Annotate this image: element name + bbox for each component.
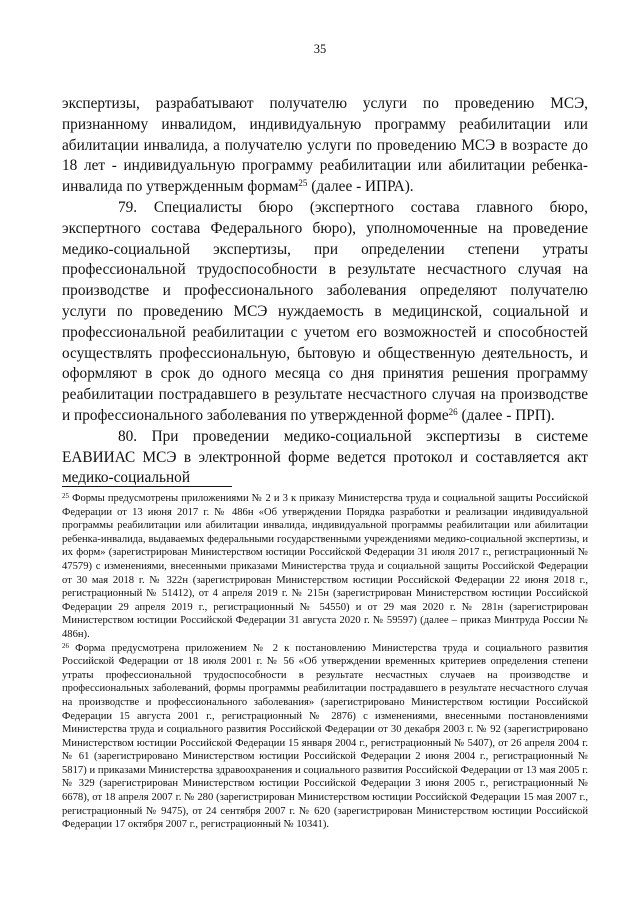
footnote-text: Форма предусмотрена приложением № 2 к постановлению Министерства труда и социального развития Российской Федерации от 18 июля 2001 г. № 56 «Об утверждении временных критериев определения степени утраты профессиональной трудоспособности в результате несчастных случаев на производстве и профессиональных заболеваний, формы программы реабилитации пострадавшего в результате несчастного случая на производстве и профессионального заболевания» (зарегистрировано Министерством юстиции Российской Федерации 15 августа 2001 г., регистрационный № 2876) с изменениями, внесенными постановлениями Министерства труда и социального развития Российской Федерации от 30 декабря 2003 г. № 92 (зарегистрировано Министерством юстиции Российской Федерации 15 января 2004 г., регистрационный № 5407), от 26 апреля 2004 г. № 61 (зарегистрировано Министерством юстиции Российской Федерации 2 июня 2004 г., регистрационный № 5817) и приказами Министерства здравоохранения и социального развития Российской Федерации от 13 мая 2005 г. № 329 (зарегистрирован Министерством юстиции Российской Федерации 3 июня 2005 г., регистрационный № 6678), от 18 апреля 2007 г. № 280 (зарегистрирован Министерством юстиции Российской Федерации 15 мая 2007 г., регистрационный № 9475), от 24 сентября 2007 г. № 620 (зарегистрирован Министерством юстиции Российской Федерации 17 октября 2007 г., регистрационный № 10341). [62, 642, 588, 831]
footnote-reference: 25 [298, 178, 308, 189]
footnote-25 [62, 492, 588, 642]
paragraph-tail: (далее - ПРП). [457, 406, 555, 424]
footnote-reference: 26 [448, 406, 458, 417]
paragraph-continuation [62, 94, 588, 198]
footnote-marker: 25 [62, 492, 69, 500]
footnote-26 [62, 642, 588, 832]
footnotes [62, 492, 588, 832]
document-body [62, 94, 588, 489]
footnote-text: Формы предусмотрены приложениями № 2 и 3 к приказу Министерства труда и социальной защиты Российской Федерации от 13 июня 2017 г. № 486н «Об утверждении Порядка разработки и реализации индивидуальной программы реабилитации или абилитации инвалида, индивидуальной программы реабилитации или абилитации ребенка-инвалида, выдаваемых федеральными государственными учреждениями медико-социальной экспертизы, и их форм» (зарегистрирован Министерством юстиции Российской Федерации 31 июля 2017 г., регистрационный № 47579) с изменениями, внесенными приказами Министерства труда и социальной защиты Российской Федерации от 30 мая 2018 г. № 322н (зарегистрирован Министерством юстиции Российской Федерации 22 июня 2018 г., регистрационный № 51412), от 4 апреля 2019 г. № 215н (зарегистрирован Министерством юстиции Российской Федерации 29 апреля 2019 г., регистрационный № 54550) и от 29 мая 2020 г. № 281н (зарегистрирован Министерством юстиции Российской Федерации 31 августа 2020 г. № 59597) (далее – приказ Минтруда России № 486н). [62, 493, 588, 640]
paragraph-text: 79. Специалисты бюро (экспертного состава главного бюро, экспертного состава Федерального бюро), уполномоченные на проведение медико-социальной экспертизы, при определении степени утраты профессиональной трудоспособности в результате несчастного случая на производстве и профессионального заболевания определяют получателю услуги по проведению МСЭ нуждаемость в медицинской, социальной и профессиональной реабилитации с учетом его возможностей и способностей осуществлять профессиональную, бытовую и общественную деятельность, и оформляют в срок до одного месяца со дня принятия решения программу реабилитации пострадавшего в результате несчастного случая на производстве и профессионального заболевания по утвержденной форме [62, 198, 588, 424]
paragraph-text: экспертизы, разрабатывают получателю услуги по проведению МСЭ, признанному инвалидом, индивидуальную программу реабилитации или абилитации инвалида, а получателю услуги по проведению МСЭ в возрасте до 18 лет - индивидуальную программу реабилитации или абилитации ребенка-инвалида по утвержденным формам [62, 95, 588, 196]
page-number: 35 [313, 42, 327, 56]
footnote-marker: 26 [62, 641, 69, 650]
paragraph-79 [62, 198, 588, 427]
paragraph-tail: (далее - ИПРА). [307, 178, 414, 196]
footnote-divider [62, 486, 232, 487]
paragraph-80: 80. При проведении медико-социальной экспертизы в системе ЕАВИИАС МСЭ в электронной форме ведется протокол и составляется акт медико-социальной [62, 427, 588, 487]
